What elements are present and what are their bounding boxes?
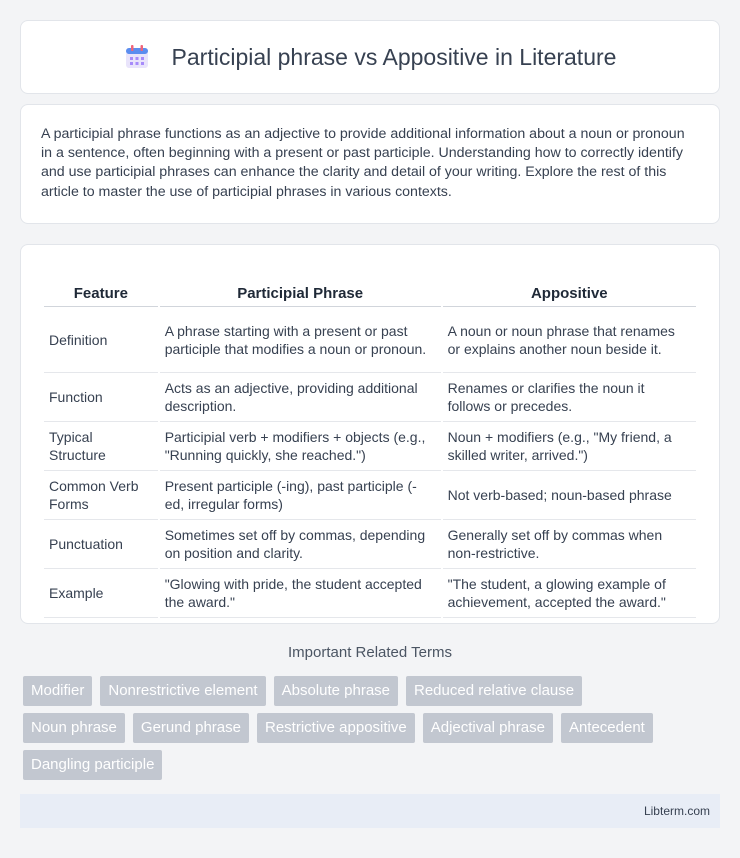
calendar-icon <box>124 44 150 70</box>
tag-nonrestrictive-element[interactable]: Nonrestrictive element <box>100 676 265 706</box>
row-participial: Acts as an adjective, providing additional description. <box>160 373 441 422</box>
tag-absolute-phrase[interactable]: Absolute phrase <box>274 676 398 706</box>
row-participial: Sometimes set off by commas, depending on position and clarity. <box>160 520 441 569</box>
related-terms-title: Important Related Terms <box>288 644 452 661</box>
row-appositive: Generally set off by commas when non-restrictive. <box>443 520 696 569</box>
tag-antecedent[interactable]: Antecedent <box>561 713 653 743</box>
tag-noun-phrase[interactable]: Noun phrase <box>23 713 125 743</box>
row-feature: Common Verb Forms <box>44 471 158 520</box>
table-row <box>44 422 696 471</box>
row-participial: Present participle (-ing), past participle (-ed, irregular forms) <box>160 471 441 520</box>
tag-adjectival-phrase[interactable]: Adjectival phrase <box>423 713 553 743</box>
row-participial: A phrase starting with a present or past participle that modifies a noun or pronoun. <box>160 307 441 373</box>
table-row <box>44 471 696 520</box>
comparison-card <box>20 244 720 624</box>
footer <box>20 794 720 828</box>
header-feature: Feature <box>44 265 158 307</box>
tag-dangling-participle[interactable]: Dangling participle <box>23 750 162 780</box>
row-participial: "Glowing with pride, the student accepted the award." <box>160 569 441 618</box>
header-participial-phrase: Participial Phrase <box>160 265 441 307</box>
tag-restrictive-appositive[interactable]: Restrictive appositive <box>257 713 415 743</box>
intro-card <box>20 104 720 224</box>
table-header-row <box>44 265 696 307</box>
related-terms-list <box>23 676 723 787</box>
row-appositive: Renames or clarifies the noun it follows or precedes. <box>443 373 696 422</box>
row-appositive: "The student, a glowing example of achievement, accepted the award." <box>443 569 696 618</box>
row-feature: Typical Structure <box>44 422 158 471</box>
row-feature: Definition <box>44 307 158 373</box>
row-feature: Example <box>44 569 158 618</box>
title-card <box>20 20 720 94</box>
comparison-table <box>42 265 698 618</box>
table-row <box>44 569 696 618</box>
row-participial: Participial verb + modifiers + objects (e.g., "Running quickly, she reached.") <box>160 422 441 471</box>
tag-modifier[interactable]: Modifier <box>23 676 92 706</box>
footer-brand-link[interactable]: Libterm.com <box>643 804 710 818</box>
header-appositive: Appositive <box>443 265 696 307</box>
tag-reduced-relative-clause[interactable]: Reduced relative clause <box>406 676 582 706</box>
row-feature: Function <box>44 373 158 422</box>
row-appositive: A noun or noun phrase that renames or explains another noun beside it. <box>443 307 696 373</box>
table-row <box>44 373 696 422</box>
table-row <box>44 520 696 569</box>
row-appositive: Not verb-based; noun-based phrase <box>443 471 696 520</box>
table-row <box>44 307 696 373</box>
tag-gerund-phrase[interactable]: Gerund phrase <box>133 713 249 743</box>
page-title: Participial phrase vs Appositive in Literature <box>171 43 617 70</box>
intro-paragraph: A participial phrase functions as an adjective to provide additional information about a noun or pronoun in a sentence, often beginning with a present or past participle. Understanding how to correctly identify and use participial phrases can enhance the clarity and detail of your writing. Explore the rest of this article to master the use of participial phrases in various contexts. <box>41 126 685 200</box>
row-feature: Punctuation <box>44 520 158 569</box>
row-appositive: Noun + modifiers (e.g., "My friend, a skilled writer, arrived.") <box>443 422 696 471</box>
